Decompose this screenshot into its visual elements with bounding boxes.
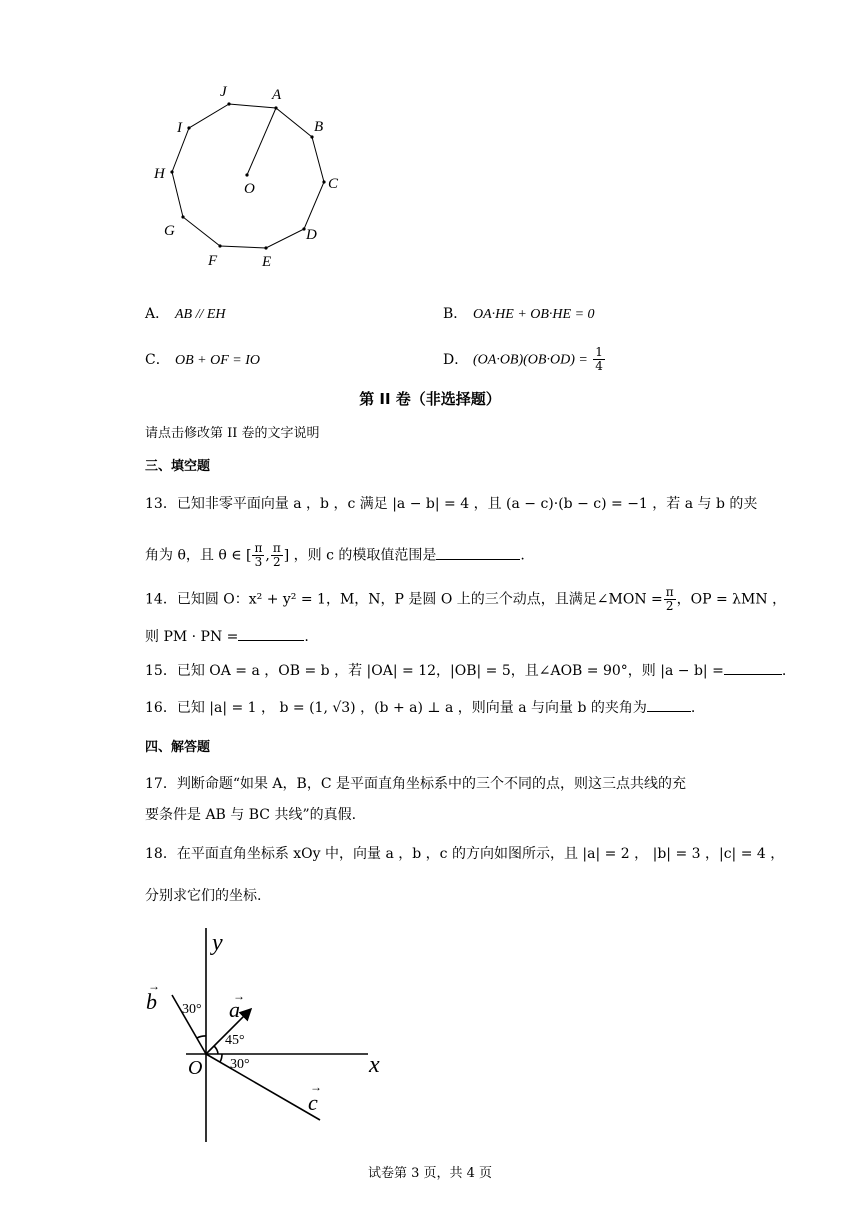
option-b-expr: OA·HE + OB·HE = 0 bbox=[473, 307, 595, 322]
q14-blank[interactable] bbox=[238, 626, 304, 641]
decagon-figure bbox=[140, 80, 360, 280]
option-d-fraction: $\frac{1}{4}$ bbox=[595, 345, 603, 373]
q14-line2: 则 PM · PN = . bbox=[145, 626, 309, 647]
y-axis-label: y bbox=[212, 930, 223, 956]
volume2-title: 第 II 卷（非选择题） bbox=[359, 390, 501, 408]
label-d: D bbox=[306, 227, 317, 243]
vector-c-arrow-mark: → bbox=[310, 1080, 322, 1094]
label-e: E bbox=[262, 254, 272, 270]
origin-label: O bbox=[188, 1057, 203, 1079]
label-h: H bbox=[154, 166, 165, 182]
angle-arc-a bbox=[214, 1046, 218, 1054]
option-d-expr: (OA·OB)(OB·OD) = bbox=[473, 352, 588, 368]
q15-blank[interactable] bbox=[724, 660, 782, 675]
q13-line1: 13．已知非零平面向量 a ，b ，c 满足 |a − b| = 4 ，且 (a − c)·(b − c) = −1 ，若 a 与 b 的夹 bbox=[145, 496, 758, 512]
label-g: G bbox=[164, 223, 175, 239]
angle-c-label: 30° bbox=[230, 1057, 250, 1072]
vector-b-arrow-mark: → bbox=[148, 979, 160, 993]
option-c-expr: OB + OF = IO bbox=[175, 353, 260, 368]
q15-line: 15．已知 OA = a ，OB = b ，若 |OA| = 12，|OB| = 5，且∠AOB = 90°，则 |a − b| = . bbox=[145, 660, 786, 681]
vector-c-label: c bbox=[308, 1090, 318, 1115]
vector-c bbox=[206, 1054, 320, 1120]
vector-axes-figure bbox=[140, 920, 400, 1150]
radius-oa bbox=[247, 108, 276, 175]
label-f: F bbox=[208, 253, 218, 269]
option-c bbox=[145, 350, 260, 371]
label-i: I bbox=[177, 120, 182, 136]
label-b: B bbox=[314, 119, 324, 135]
q13-line2: 角为 θ，且 θ ∈ [ $\frac{\pi}{3}$ , $\frac{\pi}{2}$ ] ，则 c 的模取值范围是 . bbox=[145, 541, 525, 569]
label-c: C bbox=[328, 176, 339, 192]
section-fill-heading: 三、填空题 bbox=[145, 459, 211, 474]
angle-arc-b bbox=[197, 1036, 206, 1038]
option-a-label: A． bbox=[145, 306, 170, 322]
angle-b-label: 30° bbox=[182, 1002, 202, 1017]
q13-blank[interactable] bbox=[436, 545, 520, 560]
q17-line2: 要条件是 AB 与 BC 共线”的真假. bbox=[145, 807, 357, 823]
angle-arc-c bbox=[220, 1054, 222, 1062]
label-j: J bbox=[220, 84, 227, 100]
option-d-label: D． bbox=[443, 351, 469, 368]
vector-b-label: b bbox=[146, 989, 157, 1014]
option-a-expr: AB // EH bbox=[175, 307, 226, 322]
q18-line2: 分别求它们的坐标. bbox=[145, 888, 262, 904]
page-footer: 试卷第 3 页，共 4 页 bbox=[367, 1166, 493, 1181]
option-c-label: C． bbox=[145, 352, 170, 368]
option-b-label: B． bbox=[443, 306, 468, 322]
label-o: O bbox=[244, 181, 255, 197]
option-b bbox=[443, 304, 595, 325]
vector-a-arrow-mark: → bbox=[233, 989, 245, 1003]
q14-line1: 14．已知圆 O：x² + y² = 1，M，N，P 是圆 O 上的三个动点，且满足∠MON = $\frac{\pi}{2}$ ，OP = λMN ， bbox=[145, 585, 787, 613]
angle-a-label: 45° bbox=[225, 1033, 245, 1048]
volume2-note: 请点击修改第 II 卷的文字说明 bbox=[145, 426, 320, 441]
q16-blank[interactable] bbox=[647, 697, 691, 712]
vector-a-label: a bbox=[229, 997, 240, 1022]
q17-line1: 17．判断命题“如果 A，B，C 是平面直角坐标系中的三个不同的点，则这三点共线的充 bbox=[145, 776, 686, 792]
x-axis-label: x bbox=[369, 1052, 380, 1078]
option-a bbox=[145, 304, 226, 325]
q16-line: 16．已知 |a| = 1 ， b = (1, √3) ，(b + a) ⊥ a ，则向量 a 与向量 b 的夹角为 . bbox=[145, 697, 695, 718]
section-answer-heading: 四、解答题 bbox=[145, 740, 211, 755]
option-d bbox=[443, 346, 606, 373]
q18-line1: 18．在平面直角坐标系 xOy 中，向量 a ，b ，c 的方向如图所示，且 |a| = 2 ， |b| = 3 ，|c| = 4 ， bbox=[145, 846, 785, 862]
label-a: A bbox=[272, 87, 282, 103]
